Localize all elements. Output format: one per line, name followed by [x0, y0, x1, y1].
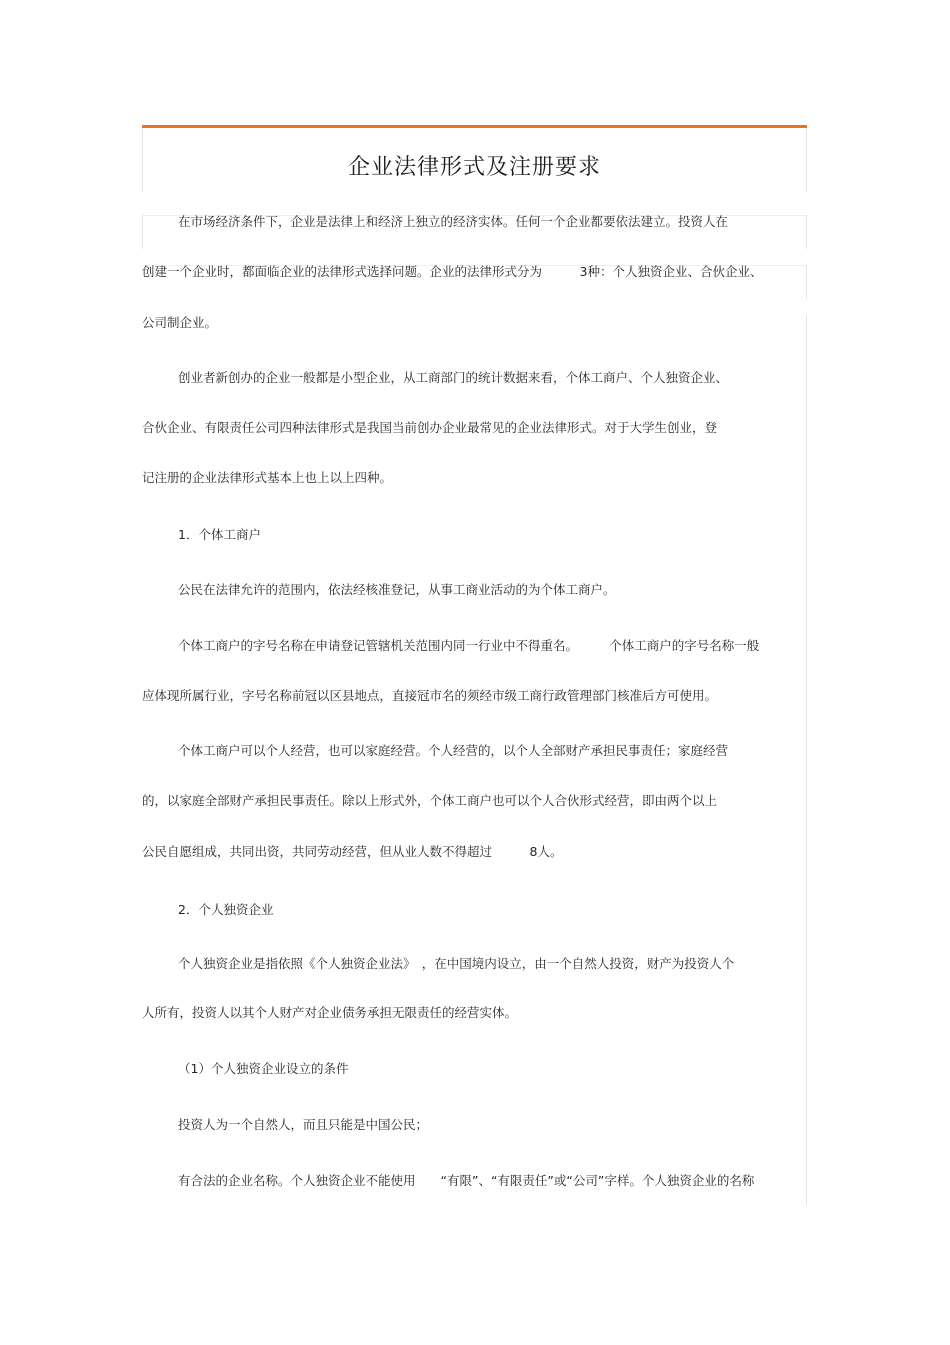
- frame-right-edge: [806, 265, 807, 299]
- paragraph-line: 公民自愿组成，共同出资，共同劳动经营，但从业人数不得超过 8人。: [142, 844, 563, 859]
- paragraph-line: 个体工商户的字号名称在申请登记管辖机关范围内同一行业中不得重名。 个体工商户的字号名称一般: [178, 638, 760, 653]
- paragraph-line: 个体工商户可以个人经营，也可以家庭经营。个人经营的，以个人全部财产承担民事责任；家庭经营: [178, 743, 729, 758]
- paragraph-line: 有合法的企业名称。个人独资企业不能使用 “有限”、“有限责任”或“公司”字样。个人独资企业的名称: [178, 1173, 755, 1188]
- paragraph-line: 公民在法律允许的范围内，依法经核准登记，从事工商业活动的为个体工商户。: [178, 582, 616, 597]
- subsection-heading: （1）个人独资企业设立的条件: [178, 1061, 349, 1076]
- section-heading: 1．个体工商户: [178, 527, 261, 542]
- paragraph-line: 应体现所属行业，字号名称前冠以区县地点，直接冠市名的须经市级工商行政管理部门核准后方可使用。: [142, 688, 718, 703]
- section-heading: 2．个人独资企业: [178, 902, 274, 917]
- paragraph-line: 投资人为一个自然人，而且只能是中国公民；: [178, 1117, 429, 1132]
- paragraph-line: 记注册的企业法律形式基本上也上以上四种。: [142, 470, 393, 485]
- paragraph-line: 公司制企业。: [142, 315, 218, 330]
- header-accent-rule: [142, 125, 807, 128]
- paragraph-line: 创建一个企业时，都面临企业的法律形式选择问题。企业的法律形式分为 3种：个人独资企业、合伙企业、: [142, 264, 763, 279]
- paragraph-line: 合伙企业、有限责任公司四种法律形式是我国当前创办企业最常见的企业法律形式。对于大学生创业，登: [142, 420, 718, 435]
- paragraph-line: 在市场经济条件下，企业是法律上和经济上独立的经济实体。任何一个企业都要依法建立。投资人在: [178, 214, 729, 229]
- paragraph-line: 人所有，投资人以其个人财产对企业债务承担无限责任的经营实体。: [142, 1005, 518, 1020]
- frame-right-edge: [806, 315, 807, 1205]
- paragraph-line: 的，以家庭全部财产承担民事责任。除以上形式外，个体工商户也可以个人合伙形式经营，即由两个以上: [142, 793, 718, 808]
- frame-right-edge: [806, 215, 807, 249]
- document-title: 企业法律形式及注册要求: [347, 155, 601, 180]
- paragraph-line: 创业者新创办的企业一般都是小型企业，从工商部门的统计数据来看，个体工商户、个人独资企业、: [178, 370, 729, 385]
- frame-left-edge: [142, 215, 143, 249]
- paragraph-line: 个人独资企业是指依照《个人独资企业法》 ，在中国境内设立，由一个自然人投资，财产为投资人个: [178, 956, 735, 971]
